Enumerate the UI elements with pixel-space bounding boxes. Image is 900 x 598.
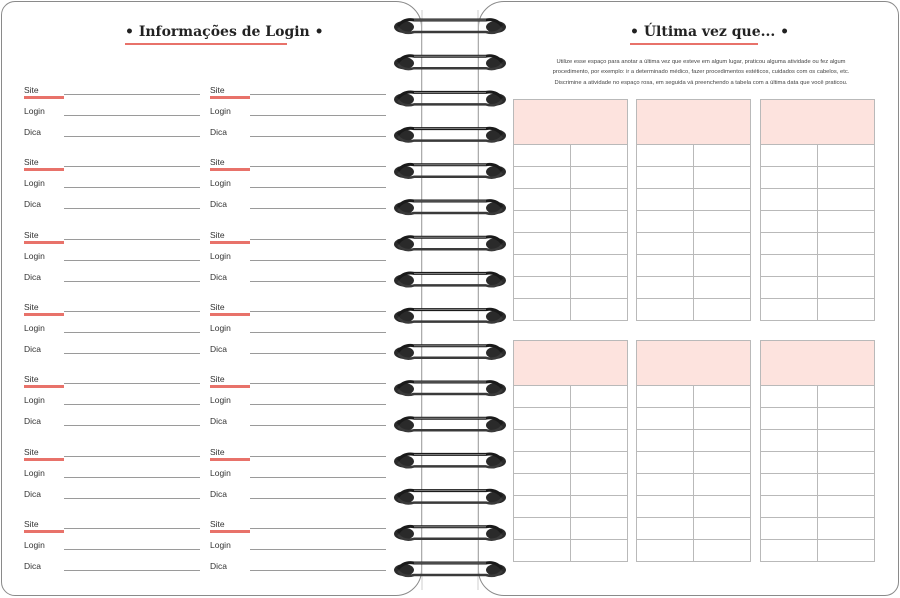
date-cell[interactable] [818, 255, 875, 277]
instructions-text [516, 57, 886, 88]
tip-label: Dica [210, 127, 228, 137]
date-cell[interactable] [761, 299, 818, 321]
site-write-line[interactable] [250, 383, 386, 384]
date-cell[interactable] [694, 189, 751, 211]
date-cell[interactable] [571, 386, 628, 408]
site-underline-accent [24, 385, 64, 388]
instructions-line: procedimento, por exemplo: ir a determinado médico, fazer procedimentos estéticos, cuidados com os cabelos, etc. [552, 69, 850, 76]
date-cell[interactable] [637, 233, 694, 255]
login-label: Login [24, 106, 45, 116]
site-label: Site [24, 301, 39, 312]
activity-table [636, 99, 751, 321]
date-cell[interactable] [818, 145, 875, 167]
site-write-line[interactable] [64, 239, 200, 240]
activity-table [513, 340, 628, 562]
date-cell[interactable] [514, 145, 571, 167]
date-cell[interactable] [571, 233, 628, 255]
date-cell[interactable] [818, 540, 875, 562]
date-cell[interactable] [694, 408, 751, 430]
date-cell[interactable] [637, 255, 694, 277]
site-write-line[interactable] [64, 94, 200, 95]
site-underline-accent [24, 96, 64, 99]
site-underline-accent [24, 530, 64, 533]
tip-label: Dica [210, 343, 228, 354]
date-cell[interactable] [694, 167, 751, 189]
site-underline-accent [210, 168, 250, 171]
login-label: Login [24, 322, 45, 333]
date-cell[interactable] [571, 518, 628, 540]
binding-ring [394, 418, 506, 431]
tip-label: Dica [24, 127, 42, 137]
date-cell[interactable] [514, 255, 571, 277]
site-label: Site [24, 157, 39, 168]
site-write-line[interactable] [64, 383, 200, 384]
binding-ring [394, 92, 506, 105]
site-label: Site [210, 157, 225, 168]
login-label: Login [210, 106, 231, 116]
date-cell[interactable] [818, 189, 875, 211]
instructions-line: Utilize esse espaço para anotar a última vez que esteve em algum lugar, praticou alguma atividade ou fez algum [556, 59, 846, 65]
instructions-line: Discrimine a atividade no espaço rosa, em seguida vá preenchendo a tabela com a última data que você praticou. [554, 79, 848, 86]
site-label: Site [24, 374, 39, 385]
login-write-line[interactable] [250, 187, 386, 188]
date-cell[interactable] [514, 408, 571, 430]
date-cell[interactable] [514, 299, 571, 321]
login-write-line[interactable] [250, 260, 386, 261]
tip-label: Dica [210, 488, 228, 499]
login-write-line[interactable] [64, 115, 200, 116]
login-write-line[interactable] [250, 332, 386, 333]
tip-label: Dica [24, 488, 42, 499]
date-cell[interactable] [637, 452, 694, 474]
date-cell[interactable] [637, 211, 694, 233]
date-cell[interactable] [637, 277, 694, 299]
date-cell[interactable] [761, 518, 818, 540]
binding-ring [394, 273, 506, 286]
date-cell[interactable] [637, 474, 694, 496]
site-underline-accent [24, 458, 64, 461]
date-cell[interactable] [694, 518, 751, 540]
tip-write-line[interactable] [250, 136, 386, 137]
login-label: Login [210, 395, 231, 406]
tip-write-line[interactable] [250, 425, 386, 426]
date-cell[interactable] [637, 299, 694, 321]
date-cell[interactable] [637, 430, 694, 452]
site-label: Site [210, 85, 225, 95]
site-write-line[interactable] [250, 166, 386, 167]
login-write-line[interactable] [64, 187, 200, 188]
date-cell[interactable] [818, 233, 875, 255]
date-cell[interactable] [818, 430, 875, 452]
binding-ring [394, 128, 506, 141]
binding-ring [394, 201, 506, 214]
date-cell[interactable] [694, 277, 751, 299]
tip-write-line[interactable] [64, 136, 200, 137]
tip-write-line[interactable] [64, 353, 200, 354]
binding-ring [394, 454, 506, 467]
date-cell[interactable] [637, 167, 694, 189]
login-write-line[interactable] [250, 549, 386, 550]
login-label: Login [24, 467, 45, 478]
date-cell[interactable] [818, 474, 875, 496]
binding-ring [394, 20, 506, 33]
login-info-title: • Informações de Login • [125, 24, 324, 40]
tip-write-line[interactable] [64, 208, 200, 209]
site-underline-accent [210, 458, 250, 461]
activity-table [760, 340, 875, 562]
site-label: Site [24, 518, 39, 529]
tip-write-line[interactable] [64, 498, 200, 499]
binding-ring [394, 490, 506, 503]
date-cell[interactable] [761, 474, 818, 496]
login-label: Login [24, 395, 45, 406]
date-cell[interactable] [637, 408, 694, 430]
site-underline-accent [210, 313, 250, 316]
site-write-line[interactable] [250, 311, 386, 312]
date-cell[interactable] [761, 386, 818, 408]
date-cell[interactable] [637, 540, 694, 562]
date-cell[interactable] [694, 430, 751, 452]
date-cell[interactable] [514, 233, 571, 255]
date-cell[interactable] [761, 255, 818, 277]
date-cell[interactable] [514, 474, 571, 496]
date-cell[interactable] [637, 189, 694, 211]
site-label: Site [24, 446, 39, 457]
date-cell[interactable] [818, 386, 875, 408]
date-cell[interactable] [761, 496, 818, 518]
tip-label: Dica [210, 416, 228, 427]
date-cell[interactable] [761, 540, 818, 562]
site-underline-accent [210, 241, 250, 244]
tip-label: Dica [24, 199, 42, 210]
date-cell[interactable] [571, 167, 628, 189]
date-cell[interactable] [761, 211, 818, 233]
date-cell[interactable] [514, 540, 571, 562]
date-cell[interactable] [637, 145, 694, 167]
login-label: Login [210, 178, 231, 189]
date-cell[interactable] [761, 233, 818, 255]
date-cell[interactable] [514, 518, 571, 540]
binding-ring [394, 164, 506, 177]
tip-write-line[interactable] [64, 281, 200, 282]
login-label: Login [210, 250, 231, 261]
date-cell[interactable] [818, 211, 875, 233]
login-write-line[interactable] [64, 332, 200, 333]
binding-ring [394, 563, 506, 576]
login-label: Login [210, 539, 231, 550]
date-cell[interactable] [761, 145, 818, 167]
date-cell[interactable] [818, 277, 875, 299]
activity-name-cell[interactable] [761, 100, 875, 145]
last-time-title: • Última vez que... • [630, 24, 790, 40]
date-cell[interactable] [818, 408, 875, 430]
date-cell[interactable] [761, 277, 818, 299]
tip-label: Dica [210, 560, 228, 571]
activity-table [760, 99, 875, 321]
date-cell[interactable] [761, 189, 818, 211]
date-cell[interactable] [571, 452, 628, 474]
login-write-line[interactable] [250, 477, 386, 478]
date-cell[interactable] [694, 145, 751, 167]
date-cell[interactable] [761, 408, 818, 430]
site-write-line[interactable] [250, 456, 386, 457]
date-cell[interactable] [571, 255, 628, 277]
date-cell[interactable] [514, 452, 571, 474]
site-write-line[interactable] [64, 528, 200, 529]
login-info-title-underline [125, 43, 287, 45]
date-cell[interactable] [694, 474, 751, 496]
login-label: Login [210, 322, 231, 333]
site-underline-accent [210, 96, 250, 99]
date-cell[interactable] [571, 474, 628, 496]
date-cell[interactable] [571, 540, 628, 562]
binding-ring [394, 382, 506, 395]
site-label: Site [210, 518, 225, 529]
activity-table [513, 99, 628, 321]
login-write-line[interactable] [64, 477, 200, 478]
date-cell[interactable] [514, 189, 571, 211]
date-cell[interactable] [571, 189, 628, 211]
spiral-binding [390, 0, 510, 598]
tip-label: Dica [210, 271, 228, 282]
date-cell[interactable] [514, 496, 571, 518]
tip-write-line[interactable] [250, 498, 386, 499]
login-write-line[interactable] [250, 115, 386, 116]
date-cell[interactable] [571, 145, 628, 167]
login-write-line[interactable] [64, 549, 200, 550]
tip-label: Dica [24, 343, 42, 354]
date-cell[interactable] [637, 518, 694, 540]
site-write-line[interactable] [250, 528, 386, 529]
activity-name-cell[interactable] [637, 341, 751, 386]
activity-table [636, 340, 751, 562]
date-cell[interactable] [761, 167, 818, 189]
date-cell[interactable] [694, 386, 751, 408]
date-cell[interactable] [694, 299, 751, 321]
login-label: Login [24, 539, 45, 550]
site-label: Site [210, 446, 225, 457]
site-underline-accent [24, 241, 64, 244]
date-cell[interactable] [514, 167, 571, 189]
date-cell[interactable] [571, 496, 628, 518]
date-cell[interactable] [818, 167, 875, 189]
site-underline-accent [24, 168, 64, 171]
binding-ring [394, 237, 506, 250]
date-cell[interactable] [571, 211, 628, 233]
date-cell[interactable] [694, 255, 751, 277]
date-cell[interactable] [637, 386, 694, 408]
binding-ring [394, 309, 506, 322]
tip-label: Dica [24, 416, 42, 427]
date-cell[interactable] [514, 386, 571, 408]
tip-label: Dica [24, 560, 42, 571]
last-time-title-underline [630, 43, 758, 45]
date-cell[interactable] [694, 540, 751, 562]
login-label: Login [210, 467, 231, 478]
tip-write-line[interactable] [250, 208, 386, 209]
site-label: Site [210, 374, 225, 385]
date-cell[interactable] [694, 496, 751, 518]
tip-write-line[interactable] [64, 570, 200, 571]
tip-write-line[interactable] [250, 353, 386, 354]
site-label: Site [24, 85, 39, 95]
tip-label: Dica [24, 271, 42, 282]
site-label: Site [210, 301, 225, 312]
binding-ring [394, 56, 506, 69]
binding-ring [394, 526, 506, 539]
login-label: Login [24, 250, 45, 261]
date-cell[interactable] [571, 430, 628, 452]
date-cell[interactable] [694, 233, 751, 255]
tip-write-line[interactable] [250, 281, 386, 282]
date-cell[interactable] [818, 496, 875, 518]
site-write-line[interactable] [64, 166, 200, 167]
site-underline-accent [210, 530, 250, 533]
activity-name-cell[interactable] [637, 100, 751, 145]
activity-name-cell[interactable] [514, 341, 628, 386]
date-cell[interactable] [571, 408, 628, 430]
site-write-line[interactable] [64, 456, 200, 457]
activity-name-cell[interactable] [514, 100, 628, 145]
site-underline-accent [24, 313, 64, 316]
date-cell[interactable] [571, 277, 628, 299]
site-write-line[interactable] [64, 311, 200, 312]
date-cell[interactable] [694, 211, 751, 233]
login-write-line[interactable] [250, 404, 386, 405]
date-cell[interactable] [514, 430, 571, 452]
login-write-line[interactable] [64, 260, 200, 261]
activity-name-cell[interactable] [761, 341, 875, 386]
date-cell[interactable] [514, 211, 571, 233]
binding-ring [394, 345, 506, 358]
date-cell[interactable] [637, 496, 694, 518]
site-write-line[interactable] [250, 94, 386, 95]
site-write-line[interactable] [250, 239, 386, 240]
tip-label: Dica [210, 199, 228, 210]
site-label: Site [24, 229, 39, 240]
site-label: Site [210, 229, 225, 240]
date-cell[interactable] [694, 452, 751, 474]
date-cell[interactable] [571, 299, 628, 321]
date-cell[interactable] [514, 277, 571, 299]
date-cell[interactable] [761, 452, 818, 474]
tip-write-line[interactable] [250, 570, 386, 571]
date-cell[interactable] [818, 518, 875, 540]
login-label: Login [24, 178, 45, 189]
date-cell[interactable] [818, 299, 875, 321]
tip-write-line[interactable] [64, 425, 200, 426]
date-cell[interactable] [761, 430, 818, 452]
site-underline-accent [210, 385, 250, 388]
login-write-line[interactable] [64, 404, 200, 405]
date-cell[interactable] [818, 452, 875, 474]
